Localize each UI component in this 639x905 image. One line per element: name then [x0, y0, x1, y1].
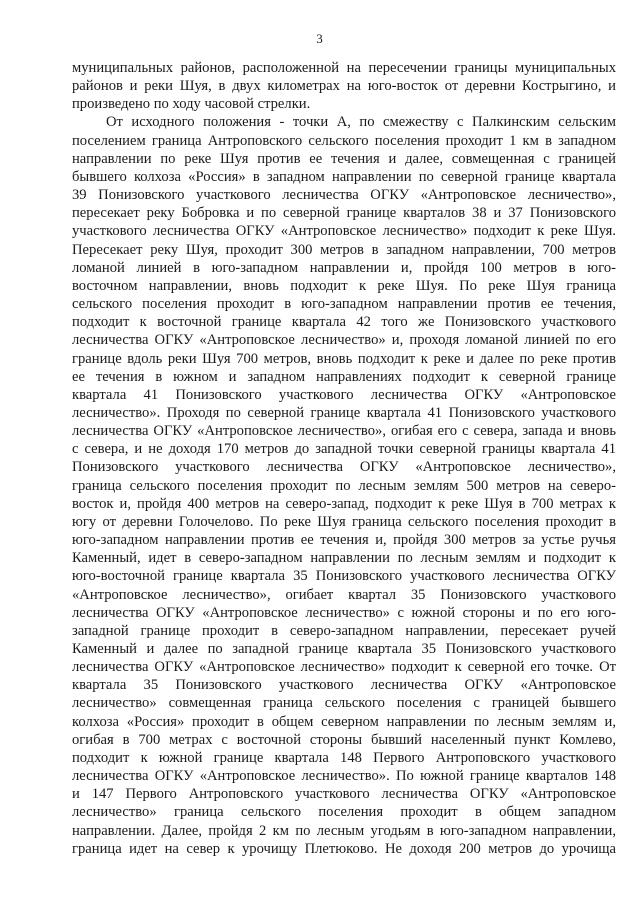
text-line: Каменный и далее по западной границе квартала 35 Понизовского участкового	[72, 641, 616, 657]
text-line: квартала 35 Понизовского участкового лесничества ОГКУ «Антроповское	[72, 677, 616, 694]
text-line: и 147 Первого Антроповского участкового лесничества ОГКУ «Антроповское	[72, 786, 616, 803]
paragraph-boundary-description	[72, 113, 616, 857]
text-line: лесничества ОГКУ «Антроповское лесничество» подходит к северной его точке. От	[72, 659, 616, 676]
text-line: граница идет на север к урочищу Плетюково. Не доходя 200 метров до урочища	[72, 840, 616, 857]
text-line: районов и реки Шуя, в двух километрах на юго-восток от деревни Кострыгино, и	[72, 78, 616, 95]
document-body	[72, 59, 616, 858]
text-line: Каменный, идет в северо-западном направлении по лесным землям и подходит к	[72, 550, 616, 567]
text-line: подходит к южной границе квартала 148 Первого Антроповского участкового	[72, 749, 616, 766]
text-line: колхоза «Россия» проходит в общем северном направлении по лесным землям и,	[72, 713, 616, 730]
text-line: западной границе проходит в северо-западном направлении, пересекает ручей	[72, 622, 616, 639]
text-line: От исходного положения - точки А, по смежеству с Палкинским сельским	[106, 114, 616, 131]
text-line: лесничества ОГКУ «Антроповское лесничество» с южной стороны и по его юго-	[72, 604, 616, 621]
text-line: огибая в 700 метрах с восточной стороны бывший населенный пункт Комлево,	[72, 731, 616, 748]
paragraph-continuation	[72, 59, 616, 113]
text-line: «Антроповское лесничество», огибает квартал 35 Понизовского участкового	[72, 586, 616, 603]
text-line: юго-восточной границе квартала 35 Понизовского участкового лесничества ОГКУ	[72, 568, 616, 585]
text-line: ломаной линией в юго-западном направлении и, пройдя 100 метров в юго-	[72, 259, 616, 276]
text-line: лесничества ОГКУ «Антроповское лесничество» и, проходя ломаной линией по его	[72, 332, 616, 349]
text-line: лесничество». Проходя по северной границе квартала 41 Понизовского участкового	[72, 404, 616, 421]
text-line: Понизовского участкового лесничества ОГКУ «Антроповское лесничество»,	[72, 459, 616, 476]
text-line: граница сельского поселения проходит по лесным землям 500 метров на северо-	[72, 477, 616, 494]
text-line: 39 Понизовского участкового лесничества ОГКУ «Антроповское лесничество»,	[72, 187, 616, 204]
text-line: лесничества ОГКУ «Антроповское лесничество». По южной границе кварталов 148	[72, 768, 616, 785]
text-line: лесничество» граница сельского поселения проходит в общем западном	[72, 804, 616, 821]
text-line: восток и, пройдя 400 метров на северо-запад, подходит к реке Шуя в 700 метрах к	[72, 495, 616, 512]
text-line: направлении. Далее, пройдя 2 км по лесным угодьям в юго-западном направлении,	[72, 822, 616, 839]
page-number: 3	[316, 31, 323, 46]
text-line: подходит к восточной границе квартала 42 того же Понизовского участкового	[72, 314, 616, 331]
text-line: сельского поселения проходит в юго-западном направлении против ее течения,	[72, 296, 616, 313]
text-line: восточном направлении, вновь подходит к реке Шуя. По реке Шуя граница	[72, 277, 616, 294]
text-line: юго-западном направлении против ее течения и, пройдя 300 метров за устье ручья	[72, 532, 616, 549]
text-line: лесничества ОГКУ «Антроповское лесничество», огибая его с севера, запада и вновь	[72, 423, 616, 440]
text-line: произведено по ходу часовой стрелки.	[72, 96, 311, 113]
text-line: муниципальных районов, расположенной на пересечении границы муниципальных	[72, 60, 616, 76]
text-line: югу от деревни Голочелово. По реке Шуя граница сельского поселения проходит в	[72, 513, 616, 530]
text-line: бывшего колхоза «Россия» в западном направлении по северной границе квартала	[72, 168, 616, 185]
text-line: пересекает реку Бобровка и по северной границе кварталов 38 и 37 Понизовского	[72, 205, 616, 222]
text-line: направлении по реке Шуя против ее течения и далее, совмещенная с границей	[72, 150, 616, 167]
text-line: границе вдоль реки Шуя 700 метров, вновь подходит к реке и далее по реке против	[72, 350, 616, 367]
text-line: Пересекает реку Шуя, проходит 300 метров в западном направлении, 700 метров	[72, 241, 616, 258]
text-line: ее течения в южном и западном направлениях подходит к северной границе	[72, 368, 616, 385]
text-line: поселением граница Антроповского сельского поселения проходит 1 км в западном	[72, 132, 616, 149]
text-line: квартала 41 Понизовского участкового лесничества ОГКУ «Антроповское	[72, 386, 616, 403]
text-line: участкового лесничества ОГКУ «Антроповское лесничество» подходит к реке Шуя.	[72, 223, 616, 240]
text-line: с севера, и не доходя 170 метров до западной точки северной границы квартала 41	[72, 441, 616, 458]
text-line: лесничество» совмещенная граница сельского поселения с границей бывшего	[72, 695, 616, 712]
